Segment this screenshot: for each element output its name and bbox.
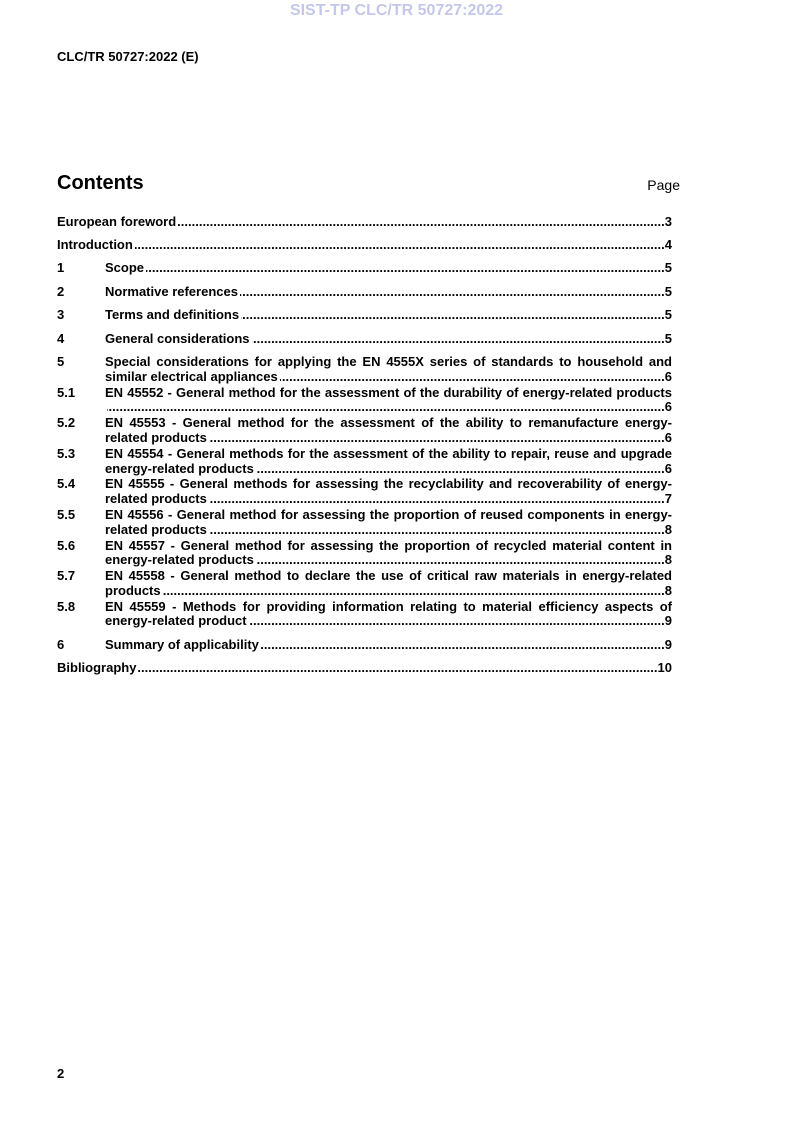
- toc-entry-number: 5.3: [57, 445, 76, 461]
- toc-entry-number: 5.7: [57, 568, 76, 584]
- toc-entry-number: 3: [57, 307, 65, 323]
- toc-entry-page: 6: [664, 399, 672, 415]
- toc-entry-title-line: EN 45552 - General method for the assessment of the durability of energy-related products: [105, 384, 672, 400]
- toc-entry[interactable]: [57, 539, 672, 569]
- toc-entry-page: 5: [664, 260, 672, 276]
- toc-entry-page: 6: [664, 368, 672, 384]
- toc-entry[interactable]: [57, 386, 672, 416]
- toc-entry-title-line: EN 45556 - General method for assessing the proportion of reused components in energy-: [105, 506, 672, 522]
- toc-dot-leader: [256, 553, 665, 568]
- toc-entry-title: Normative references: [105, 283, 238, 299]
- toc-dot-leader: [209, 492, 665, 507]
- toc-entry-title-line: products: [105, 582, 161, 598]
- toc-entry-title-line: EN 45558 - General method to declare the use of critical raw materials in energy-related: [105, 568, 672, 584]
- toc-entry[interactable]: [57, 416, 672, 446]
- toc-dot-leader: [209, 431, 665, 446]
- toc-heading: Contents: [57, 172, 144, 194]
- toc-entry-title-line: energy-related product: [105, 613, 247, 629]
- toc-entry-title: European foreword: [57, 213, 177, 229]
- toc-dot-leader: [146, 261, 665, 276]
- document-id-header: CLC/TR 50727:2022 (E): [57, 48, 199, 64]
- toc-entry-page: 4: [664, 236, 672, 252]
- table-of-contents: [57, 215, 672, 676]
- toc-entry-page: 5: [664, 283, 672, 299]
- toc-entry-title-line: related products: [105, 491, 207, 507]
- toc-dot-leader: [107, 400, 665, 415]
- toc-dot-leader: [135, 238, 665, 253]
- toc-entry-page: 8: [664, 521, 672, 537]
- toc-entry-title-line: EN 45555 - General methods for assessing the recyclability and recoverability of energy-: [105, 476, 672, 492]
- watermark-text: SIST-TP CLC/TR 50727:2022: [289, 1, 504, 19]
- toc-entry[interactable]: [57, 477, 672, 507]
- toc-dot-leader: [252, 332, 665, 347]
- toc-dot-leader: [163, 584, 665, 599]
- toc-entry-number: 4: [57, 330, 65, 346]
- toc-entry-number: 5.8: [57, 598, 76, 614]
- toc-entry-page: 8: [664, 582, 672, 598]
- toc-entry-number: 1: [57, 260, 65, 276]
- toc-entry[interactable]: [57, 261, 672, 276]
- toc-entry-title: Terms and definitions: [105, 307, 240, 323]
- toc-entry[interactable]: [57, 285, 672, 300]
- toc-dot-leader: [241, 308, 665, 323]
- toc-entry-number: 5.2: [57, 415, 76, 431]
- toc-entry-number: 5: [57, 353, 65, 369]
- toc-dot-leader: [178, 215, 665, 230]
- toc-entry-page: 9: [664, 613, 672, 629]
- toc-entry-title: Bibliography: [57, 660, 137, 676]
- toc-entry-number: 5.1: [57, 384, 76, 400]
- toc-dot-leader: [249, 614, 665, 629]
- toc-entry-number: 5.6: [57, 537, 76, 553]
- toc-entry-number: 5.4: [57, 476, 76, 492]
- toc-entry[interactable]: [57, 661, 672, 676]
- toc-entry-title: Summary of applicability: [105, 636, 259, 652]
- toc-entry-title-line: EN 45554 - General methods for the assessment of the ability to repair, reuse and upgrade: [105, 445, 672, 461]
- toc-entry-title-line: EN 45557 - General method for assessing the proportion of recycled material content in: [105, 537, 672, 553]
- toc-entry-title-line: related products: [105, 429, 207, 445]
- toc-dot-leader: [240, 285, 665, 300]
- toc-entry[interactable]: [57, 569, 672, 599]
- toc-entry-page: 7: [664, 491, 672, 507]
- toc-entry[interactable]: [57, 638, 672, 653]
- toc-entry-page: 6: [664, 460, 672, 476]
- toc-entry-title: Introduction: [57, 236, 133, 252]
- toc-entry-title: General considerations: [105, 330, 250, 346]
- toc-page-column-label: Page: [647, 176, 680, 193]
- toc-entry-title-line: similar electrical appliances: [105, 368, 278, 384]
- toc-entry-page: 3: [664, 213, 672, 229]
- toc-entry[interactable]: [57, 308, 672, 323]
- toc-entry-title-line: related products: [105, 521, 207, 537]
- toc-entry[interactable]: [57, 238, 672, 253]
- toc-entry[interactable]: [57, 600, 672, 630]
- toc-dot-leader: [209, 523, 665, 538]
- toc-entry-page: 5: [664, 307, 672, 323]
- toc-dot-leader: [256, 462, 665, 477]
- toc-entry-title-line: Special considerations for applying the EN 4555X series of standards to household and: [105, 353, 672, 369]
- toc-entry-page: 9: [664, 636, 672, 652]
- toc-entry-number: 2: [57, 283, 65, 299]
- toc-entry-page: 8: [664, 552, 672, 568]
- toc-entry-number: 5.5: [57, 506, 76, 522]
- toc-entry-title-line: EN 45553 - General method for the assessment of the ability to remanufacture energy-: [105, 415, 672, 431]
- toc-entry-number: 6: [57, 636, 65, 652]
- toc-dot-leader: [138, 661, 657, 676]
- toc-dot-leader: [261, 638, 665, 653]
- toc-dot-leader: [280, 370, 665, 385]
- toc-entry-title-line: energy-related products: [105, 460, 254, 476]
- toc-entry[interactable]: [57, 215, 672, 230]
- toc-entry-page: 6: [664, 429, 672, 445]
- toc-entry[interactable]: [57, 332, 672, 347]
- toc-entry-title-line: EN 45559 - Methods for providing information relating to material efficiency aspects of: [105, 598, 672, 614]
- toc-entry[interactable]: [57, 508, 672, 538]
- toc-entry-title: Scope: [105, 260, 145, 276]
- toc-entry[interactable]: [57, 447, 672, 477]
- toc-entry-page: 10: [657, 660, 672, 676]
- toc-entry-title-line: energy-related products: [105, 552, 254, 568]
- toc-entry[interactable]: [57, 355, 672, 385]
- page-number: 2: [57, 1065, 65, 1081]
- toc-entry-page: 5: [664, 330, 672, 346]
